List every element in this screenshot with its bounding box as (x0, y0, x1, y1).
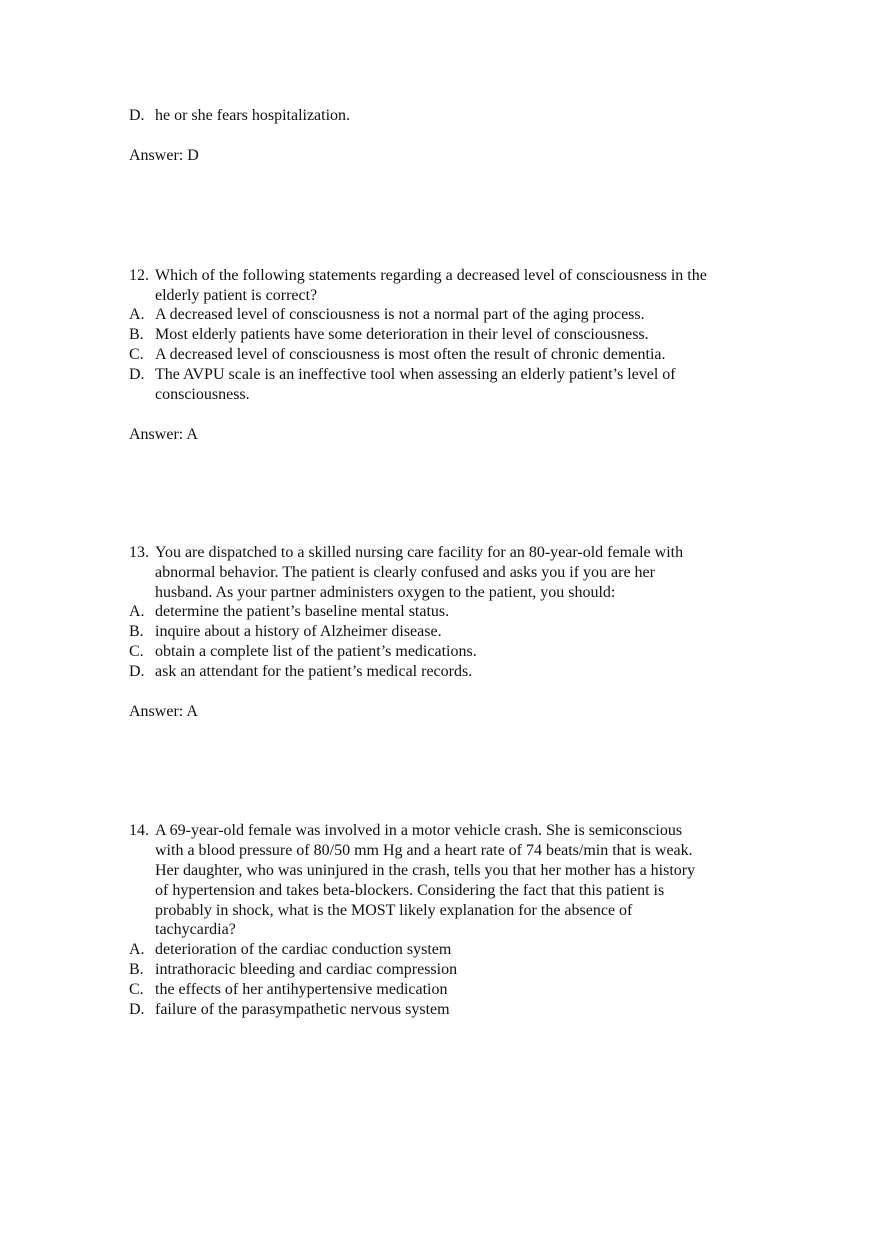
option-text: failure of the parasympathetic nervous system (155, 1001, 450, 1018)
option-text: determine the patient’s baseline mental status. (155, 603, 450, 620)
question-number: 13. (129, 544, 149, 561)
option-text: consciousness. (155, 386, 250, 403)
question-stem-line: with a blood pressure of 80/50 mm Hg and a heart rate of 74 beats/min that is weak. (155, 842, 693, 859)
answer-text: Answer: D (129, 147, 199, 164)
question-number: 12. (129, 267, 149, 284)
option-text: A decreased level of consciousness is not a normal part of the aging process. (155, 306, 645, 323)
option-label: D. (129, 107, 145, 124)
option-text: intrathoracic bleeding and cardiac compression (155, 961, 458, 978)
question-number: 14. (129, 822, 149, 839)
option-label: A. (129, 306, 145, 323)
option-label: B. (129, 326, 144, 343)
option-label: D. (129, 366, 145, 383)
option-label: B. (129, 623, 144, 640)
option-label: C. (129, 643, 144, 660)
question-stem-line: husband. As your partner administers oxygen to the patient, you should: (155, 584, 616, 601)
question-stem-line: abnormal behavior. The patient is clearly confused and asks you if you are her (155, 564, 655, 581)
option-text: he or she fears hospitalization. (155, 107, 351, 124)
option-text: deterioration of the cardiac conduction system (155, 941, 452, 958)
option-text: Most elderly patients have some deterioration in their level of consciousness. (155, 326, 649, 343)
answer-text: Answer: A (129, 426, 198, 443)
option-label: B. (129, 961, 144, 978)
option-text: inquire about a history of Alzheimer disease. (155, 623, 442, 640)
option-text: The AVPU scale is an ineffective tool when assessing an elderly patient’s level of (155, 366, 676, 383)
question-stem-line: tachycardia? (155, 921, 236, 938)
option-text: obtain a complete list of the patient’s medications. (155, 643, 477, 660)
option-label: C. (129, 346, 144, 363)
option-label: A. (129, 603, 145, 620)
question-stem-line: Which of the following statements regarding a decreased level of consciousness in the (155, 267, 707, 284)
option-label: D. (129, 1001, 145, 1018)
option-label: C. (129, 981, 144, 998)
question-stem-line: Her daughter, who was uninjured in the crash, tells you that her mother has a history (155, 862, 696, 879)
question-stem-line: of hypertension and takes beta-blockers. Considering the fact that this patient is (155, 882, 665, 899)
question-stem-line: probably in shock, what is the MOST likely explanation for the absence of (155, 902, 633, 919)
answer-text: Answer: A (129, 703, 198, 720)
option-text: A decreased level of consciousness is most often the result of chronic dementia. (155, 346, 666, 363)
option-text: ask an attendant for the patient’s medical records. (155, 663, 473, 680)
option-text: the effects of her antihypertensive medication (155, 981, 448, 998)
option-label: D. (129, 663, 145, 680)
question-stem-line: You are dispatched to a skilled nursing care facility for an 80-year-old female with (155, 544, 684, 561)
question-stem-line: A 69-year-old female was involved in a motor vehicle crash. She is semiconscious (155, 822, 683, 839)
question-stem-line: elderly patient is correct? (155, 287, 318, 304)
option-label: A. (129, 941, 145, 958)
